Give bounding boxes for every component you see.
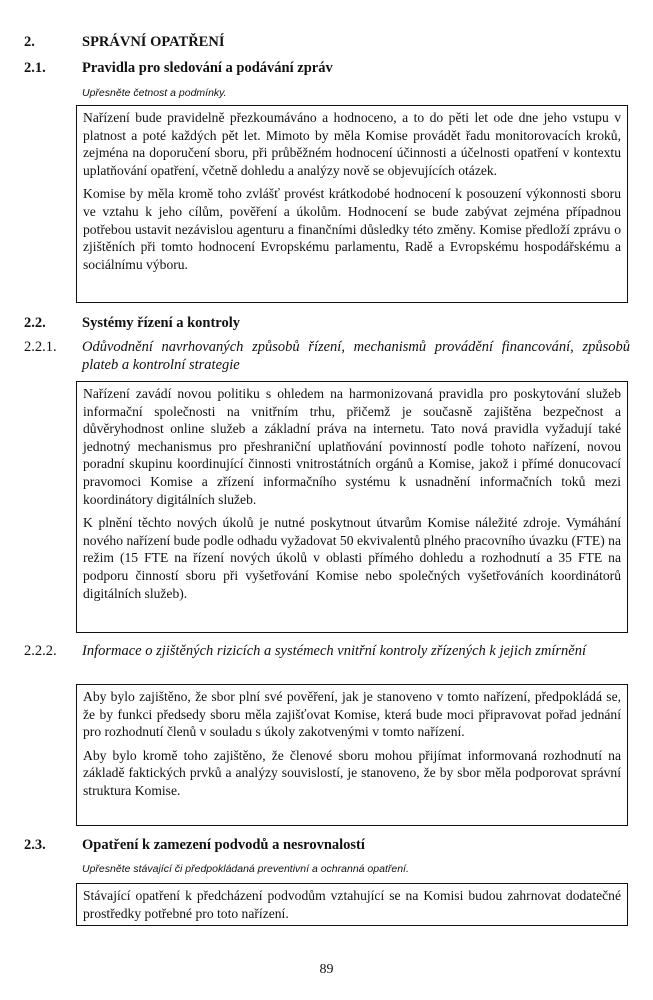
- subsection-2-2-2-number: 2.2.2.: [24, 643, 57, 659]
- subsection-2-3-textbox: [76, 883, 628, 926]
- subsection-2-1-textbox: [76, 105, 628, 303]
- subsection-2-2-heading: [24, 314, 240, 332]
- subsection-2-3-title: Opatření k zamezení podvodů a nesrovnalostí: [82, 837, 365, 853]
- subsection-2-3-number: 2.3.: [24, 837, 46, 853]
- paragraph: K plnění těchto nových úkolů je nutné poskytnout útvarům Komise náležité zdroje. Vymáhání nového nařízení bude podle odhadu vyžadovat 50 ekvivalentů plného pracovního úvazku (FTE) na režim (15 FTE na řízení nových úkolů v oblasti přímého dohledu a rozhodnutí a 35 FTE na podporu činností sboru při vyšetřování Komise nebo společných vyšetřováních koordinátorů digitálních služeb).: [83, 515, 621, 601]
- subsection-2-3-heading: [24, 836, 365, 854]
- subsection-2-2-1-textbox: [76, 381, 628, 633]
- paragraph: Stávající opatření k předcházení podvodům vztahující se na Komisi budou zahrnovat dodatečné prostředky potřebné pro toto nařízení.: [83, 888, 621, 921]
- subsection-2-2-1-title: Odůvodnění navrhovaných způsobů řízení, mechanismů provádění financování, způsobů plateb a kontrolní strategie: [82, 339, 630, 373]
- subsection-2-1-heading: [24, 59, 333, 77]
- page-number: 89: [319, 962, 334, 977]
- subsection-2-3-hint: Upřesněte stávající či předpokládaná preventivní a ochranná opatření.: [82, 863, 409, 875]
- subsection-2-2-title: Systémy řízení a kontroly: [82, 315, 241, 331]
- subsection-2-1-number: 2.1.: [24, 60, 46, 76]
- paragraph: Komise by měla kromě toho zvlášť provést krátkodobé hodnocení k posouzení výkonnosti sboru ve vztahu k jeho cílům, pověření a úkolům. Hodnocení se bude zabývat zejména případnou potřebou ustavit nezávislou agenturu a finančními důsledky této změny. Komise předloží zprávu o zjištěních při tomto hodnocení Evropskému parlamentu, Radě a Evropskému hospodářskému a sociálnímu výboru.: [83, 186, 621, 272]
- section-number: 2.: [24, 34, 35, 50]
- subsection-2-2-number: 2.2.: [24, 315, 46, 331]
- subsection-2-2-2-heading: [24, 642, 630, 660]
- paragraph: Nařízení zavádí novou politiku s ohledem na harmonizovaná pravidla pro poskytování služeb informační společnosti na vnitřním trhu, přičemž je současně zajištěna bezpečnost a důvěryhodnost online služeb a základní práva na internetu. Tato nová pravidla vyžadují také jednotný mechanismus pro přeshraniční uplatňování povinností podle tohoto nařízení, novou poradní skupinu koordinující činnosti vnitrostátních orgánů a Komise, jakož i přímé donucovací pravomoci Komise a zřízení informačního systému k usnadnění informačních toků mezi koordinátory digitálních služeb.: [83, 386, 621, 507]
- subsection-2-1-title: Pravidla pro sledování a podávání zpráv: [82, 60, 333, 76]
- subsection-2-2-2-title: Informace o zjištěných rizicích a systémech vnitřní kontroly zřízených k jejich zmírnění: [82, 643, 587, 659]
- paragraph: Aby bylo kromě toho zajištěno, že členové sboru mohou přijímat informovaná rozhodnutí na základě faktických prvků a analýzy souvislostí, je stanoveno, že by sbor měla podporovat správní struktura Komise.: [83, 747, 621, 798]
- subsection-2-2-2-textbox: [76, 684, 628, 826]
- section-heading: [24, 33, 224, 51]
- paragraph: Aby bylo zajištěno, že sbor plní své pověření, jak je stanoveno v tomto nařízení, předpokládá se, že by funkci předsedy sboru měla zajišťovat Komise, která bude moci připravovat pořad jednání pro rozhodnutí členů v souladu s úkoly zakotvenými v tomto nařízení.: [83, 689, 621, 740]
- subsection-2-1-hint: Upřesněte četnost a podmínky.: [82, 87, 227, 99]
- subsection-2-2-1-heading: [24, 338, 630, 374]
- subsection-2-2-1-number: 2.2.1.: [24, 339, 57, 355]
- section-title: SPRÁVNÍ OPATŘENÍ: [82, 34, 225, 50]
- paragraph: Nařízení bude pravidelně přezkoumáváno a hodnoceno, a to do pěti let ode dne jeho vstupu v platnost a poté každých pět let. Mimoto by měla Komise provádět řadu monitorovacích kroků, zejména na doporučení sboru, při průběžném hodnocení účinnosti a účelnosti opatření v kontextu uplatňování opatření, včetně dohledu a analýzy nově se objevujících otázek.: [83, 110, 621, 178]
